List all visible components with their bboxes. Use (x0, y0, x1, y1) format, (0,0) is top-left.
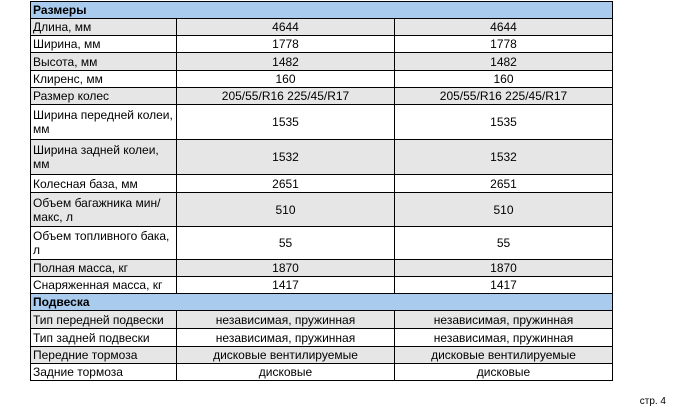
table-row (31, 277, 613, 294)
row-value-col-2: независимая, пружинная (395, 329, 613, 347)
row-value-col-1: 55 (177, 227, 395, 260)
section-header-dimensions (31, 2, 613, 19)
row-label: Тип передней подвески (31, 311, 177, 329)
row-value-col-2: 205/55/R16 225/45/R17 (395, 88, 613, 105)
row-value-col-1: 2651 (177, 175, 395, 193)
row-value-col-2: 2651 (395, 175, 613, 193)
row-label: Ширина задней колеи, мм (31, 140, 177, 175)
row-value-col-1: 510 (177, 193, 395, 227)
row-label: Снаряженная масса, кг (31, 277, 177, 294)
row-value-col-1: 1482 (177, 53, 395, 71)
table-row (31, 227, 613, 260)
row-label: Передние тормоза (31, 347, 177, 364)
row-value-col-1: 1778 (177, 36, 395, 53)
row-value-col-2: 55 (395, 227, 613, 260)
row-label: Полная масса, кг (31, 260, 177, 277)
section-title: Подвеска (31, 294, 613, 311)
row-label: Длина, мм (31, 19, 177, 36)
table-row (31, 311, 613, 329)
row-label: Объем топливного бака, л (31, 227, 177, 260)
row-value-col-1: 160 (177, 71, 395, 88)
row-label: Колесная база, мм (31, 175, 177, 193)
row-value-col-1: дисковые вентилируемые (177, 347, 395, 364)
page-number: стр. 4 (639, 396, 666, 407)
row-label: Ширина передней колеи, мм (31, 105, 177, 140)
table-row (31, 260, 613, 277)
section-title: Размеры (31, 2, 613, 19)
table-row (31, 140, 613, 175)
row-value-col-2: 4644 (395, 19, 613, 36)
row-value-col-1: дисковые (177, 364, 395, 381)
table-row (31, 53, 613, 71)
row-value-col-2: 1870 (395, 260, 613, 277)
row-label: Размер колес (31, 88, 177, 105)
table-row (31, 36, 613, 53)
row-value-col-1: независимая, пружинная (177, 311, 395, 329)
row-value-col-1: 1870 (177, 260, 395, 277)
row-value-col-2: дисковые (395, 364, 613, 381)
row-value-col-2: 510 (395, 193, 613, 227)
row-label: Задние тормоза (31, 364, 177, 381)
section-header-suspension (31, 294, 613, 311)
row-value-col-2: 160 (395, 71, 613, 88)
table-row (31, 347, 613, 364)
row-value-col-2: 1778 (395, 36, 613, 53)
table-row (31, 105, 613, 140)
row-value-col-2: 1482 (395, 53, 613, 71)
row-value-col-2: независимая, пружинная (395, 311, 613, 329)
row-label: Ширина, мм (31, 36, 177, 53)
row-value-col-1: независимая, пружинная (177, 329, 395, 347)
row-value-col-1: 1532 (177, 140, 395, 175)
row-value-col-1: 1535 (177, 105, 395, 140)
row-value-col-2: 1535 (395, 105, 613, 140)
row-label: Объем багажника мин/макс, л (31, 193, 177, 227)
row-value-col-2: 1532 (395, 140, 613, 175)
table-row (31, 175, 613, 193)
table-row (31, 329, 613, 347)
table-row (31, 193, 613, 227)
table-row (31, 88, 613, 105)
row-value-col-1: 205/55/R16 225/45/R17 (177, 88, 395, 105)
row-value-col-2: 1417 (395, 277, 613, 294)
specifications-table (30, 1, 613, 381)
table-row (31, 19, 613, 36)
row-value-col-1: 1417 (177, 277, 395, 294)
row-label: Клиренс, мм (31, 71, 177, 88)
row-label: Высота, мм (31, 53, 177, 71)
table-row (31, 71, 613, 88)
table-row (31, 364, 613, 381)
row-value-col-1: 4644 (177, 19, 395, 36)
row-label: Тип задней подвески (31, 329, 177, 347)
row-value-col-2: дисковые вентилируемые (395, 347, 613, 364)
